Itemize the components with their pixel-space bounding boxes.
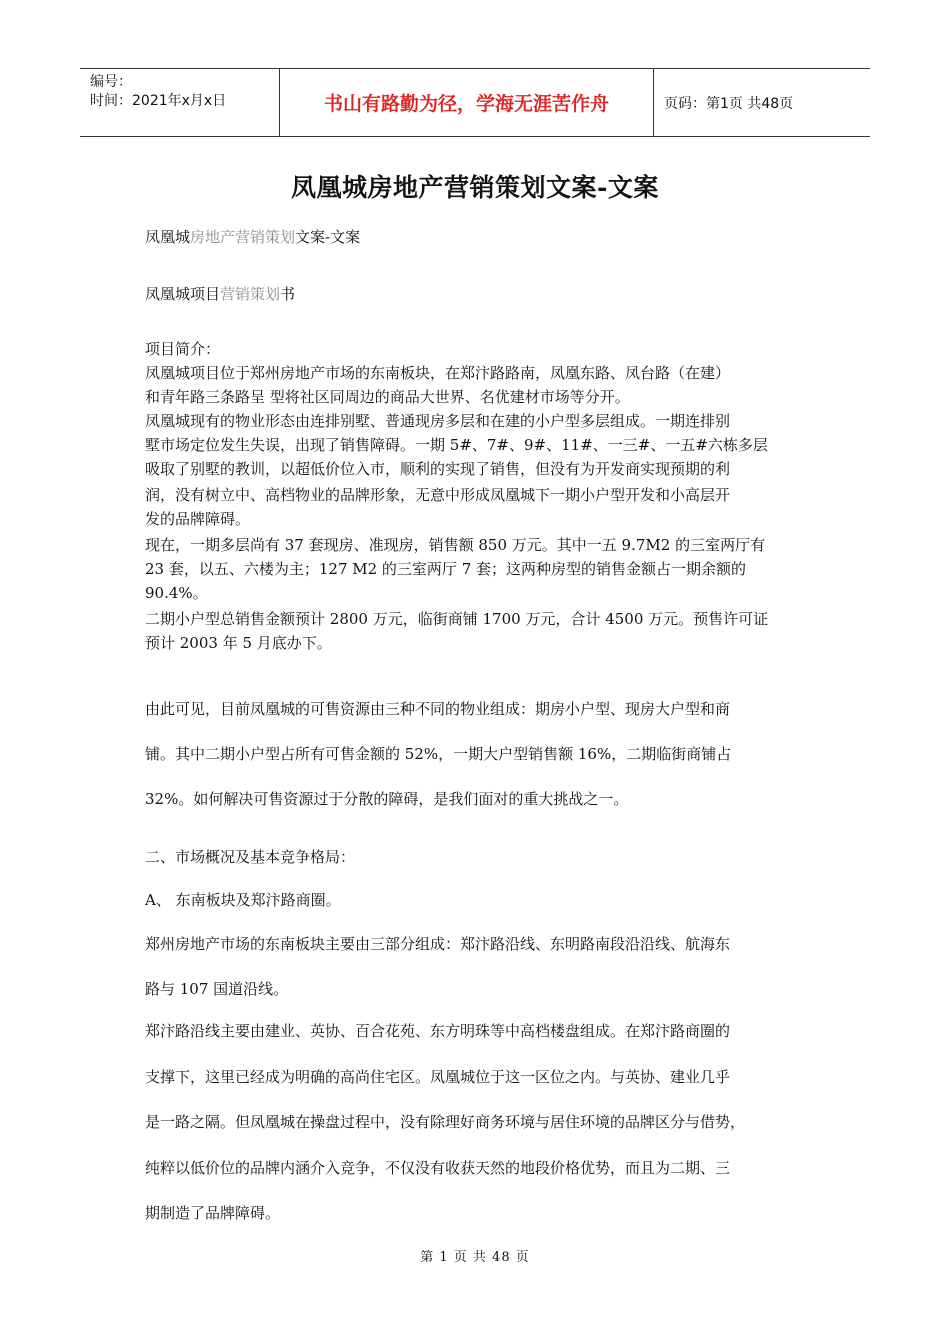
intro-line: 预计 2003 年 5 月底办下。 [145, 634, 332, 652]
page-footer: 第 1 页 共 48 页 [420, 1250, 530, 1265]
subtitle-link[interactable]: 房地产营销策划 [190, 228, 296, 246]
intro-line: 90.4%。 [145, 584, 208, 602]
plan-text-a: 凤凰城项目 [145, 285, 221, 303]
subtitle-line [145, 226, 815, 247]
intro-line: 凤凰城现有的物业形态由连排别墅、普通现房多层和在建的小户型多层组成。一期连排别 [145, 412, 731, 430]
intro-line: 和青年路三条路呈 型将社区同周边的商品大世界、名优建材市场等分开。 [145, 388, 630, 406]
plan-line [145, 283, 815, 304]
body-line: 支撑下，这里已经成为明确的高尚住宅区。凤凰城位于这一区位之内。与英协、建业几乎 [145, 1068, 731, 1086]
body-line: 32%。如何解决可售资源过于分散的障碍，是我们面对的重大挑战之一。 [145, 790, 629, 808]
body-line: 郑州房地产市场的东南板块主要由三部分组成：郑汴路沿线、东明路南段沿沿线、航海东 [145, 935, 731, 953]
subsection-heading: A、 东南板块及郑汴路商圈。 [145, 891, 341, 909]
plan-text-b: 书 [280, 285, 296, 303]
intro-line: 二期小户型总销售金额预计 2800 万元，临街商铺 1700 万元，合计 4500 万元。预售许可证 [145, 610, 769, 628]
header-motto: 书山有路勤为径，学海无涯苦作舟 [280, 69, 654, 136]
plan-link[interactable]: 营销策划 [220, 285, 281, 303]
body-line: 郑汴路沿线主要由建业、英协、百合花苑、东方明珠等中高档楼盘组成。在郑汴路商圈的 [145, 1022, 731, 1040]
header-page-info: 页码：第1页 共48页 [664, 95, 794, 112]
document-header [80, 68, 870, 137]
body-line: 纯粹以低价位的品牌内涵介入竞争，不仅没有收获天然的地段价格优势，而且为二期、三 [145, 1159, 731, 1177]
header-meta [80, 69, 280, 136]
body-line: 是一路之隔。但凤凰城在操盘过程中，没有除理好商务环境与居住环境的品牌区分与借势， [145, 1113, 746, 1131]
intro-line: 墅市场定位发生失误，出现了销售障碍。一期 5#、7#、9#、11#、一三#、一五#六栋多层 [145, 436, 768, 454]
intro-line: 项目简介： [145, 340, 221, 358]
subtitle-text-a: 凤凰城 [145, 228, 191, 246]
section-heading: 二、市场概况及基本竞争格局： [145, 848, 356, 866]
subtitle-text-b: 文案-文案 [295, 228, 361, 246]
body-line: 期制造了品牌障碍。 [145, 1204, 281, 1222]
intro-line: 润，没有树立中、高档物业的品牌形象，无意中形成凤凰城下一期小户型开发和小高层开 [145, 486, 731, 504]
intro-line: 吸取了别墅的教训，以超低价位入市，顺利的实现了销售，但没有为开发商实现预期的利 [145, 460, 731, 478]
body-line: 铺。其中二期小户型占所有可售金额的 52%，一期大户型销售额 16%，二期临街商铺占 [145, 745, 732, 763]
date-label: 时间：2021年x月x日 [90, 93, 227, 109]
number-label: 编号： [90, 74, 132, 90]
document-title: 凤凰城房地产营销策划文案-文案 [291, 173, 659, 202]
intro-line: 发的品牌障碍。 [145, 510, 251, 528]
intro-line: 23 套，以五、六楼为主；127 M2 的三室两厅 7 套；这两种房型的销售金额占一期余额的 [145, 560, 747, 578]
body-line: 由此可见，目前凤凰城的可售资源由三种不同的物业组成：期房小户型、现房大户型和商 [145, 700, 731, 718]
intro-line: 凤凰城项目位于郑州房地产市场的东南板块，在郑汴路路南，凤凰东路、凤台路（在建） [145, 364, 731, 382]
intro-line: 现在，一期多层尚有 37 套现房、准现房，销售额 850 万元。其中一五 9.7M2 的三室两厅有 [145, 536, 766, 554]
body-line: 路与 107 国道沿线。 [145, 980, 289, 998]
